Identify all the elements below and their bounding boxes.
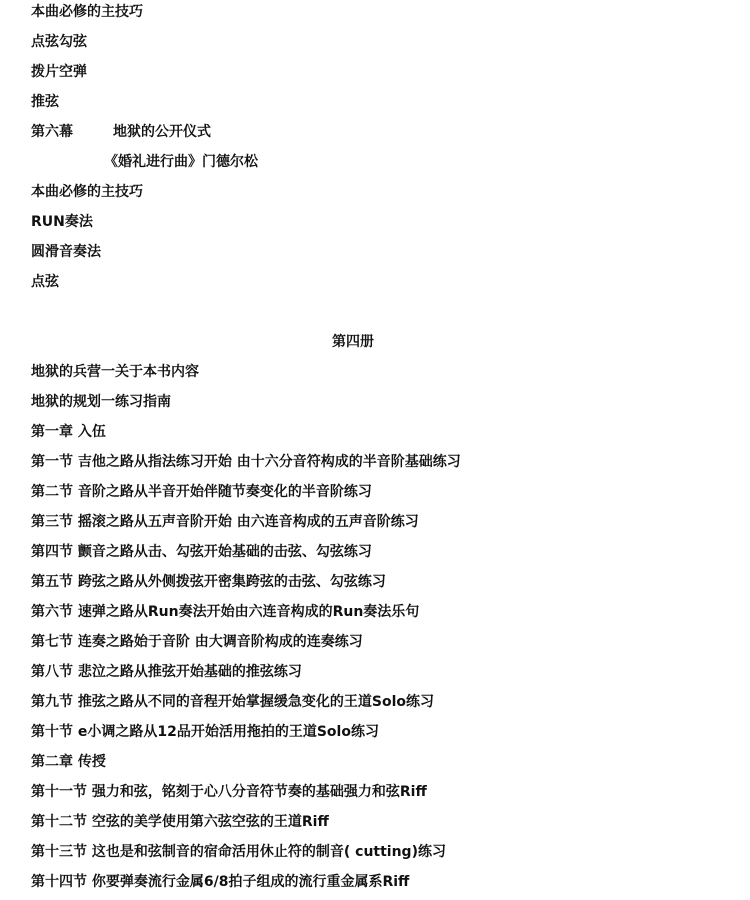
toc-entry: 第八节 悲泣之路从推弦开始基础的推弦练习 xyxy=(31,664,302,680)
act-label: 第六幕 xyxy=(31,124,73,140)
toc-entry: 第四节 颤音之路从击、勾弦开始基础的击弦、勾弦练习 xyxy=(31,544,372,560)
toc-entry: 地狱的兵营一关于本书内容 xyxy=(31,364,199,380)
chapter-heading: 第二章 传授 xyxy=(31,754,106,770)
toc-entry: 第六节 速弹之路从Run奏法开始由六连音构成的Run奏法乐句 xyxy=(31,604,420,620)
toc-entry: 第十四节 你要弹奏流行金属6/8拍子组成的流行重金属系Riff xyxy=(31,874,410,890)
toc-entry: 第一节 吉他之路从指法练习开始 由十六分音符构成的半音阶基础练习 xyxy=(31,454,461,470)
volume-title: 第四册 xyxy=(332,334,374,350)
skills-heading: 本曲必修的主技巧 xyxy=(31,4,143,20)
skill-item: 点弦勾弦 xyxy=(31,34,87,50)
toc-entry: 第九节 推弦之路从不同的音程开始掌握缓急变化的王道Solo练习 xyxy=(31,694,434,710)
toc-entry: 第五节 跨弦之路从外侧拨弦开密集跨弦的击弦、勾弦练习 xyxy=(31,574,386,590)
skill-item: RUN奏法 xyxy=(31,214,93,230)
toc-entry: 第十一节 强力和弦，铭刻于心八分音符节奏的基础强力和弦Riff xyxy=(31,784,427,800)
act-title: 地狱的公开仪式 xyxy=(113,124,211,140)
act-heading xyxy=(31,122,211,142)
chapter-heading: 第一章 入伍 xyxy=(31,424,106,440)
skill-item: 推弦 xyxy=(31,94,59,110)
toc-entry: 第七节 连奏之路始于音阶 由大调音阶构成的连奏练习 xyxy=(31,634,363,650)
toc-entry: 第十节 e小调之路从12品开始活用拖拍的王道Solo练习 xyxy=(31,724,379,740)
toc-entry: 第三节 摇滚之路从五声音阶开始 由六连音构成的五声音阶练习 xyxy=(31,514,419,530)
toc-entry: 第二节 音阶之路从半音开始伴随节奏变化的半音阶练习 xyxy=(31,484,372,500)
toc-entry: 第十三节 这也是和弦制音的宿命活用休止符的制音( cutting)练习 xyxy=(31,844,446,860)
skill-item: 拨片空弹 xyxy=(31,64,87,80)
skill-item: 点弦 xyxy=(31,274,59,290)
song-title: 《婚礼进行曲》门德尔松 xyxy=(104,154,258,170)
toc-entry: 地狱的规划一练习指南 xyxy=(31,394,171,410)
toc-entry: 第十二节 空弦的美学使用第六弦空弦的王道Riff xyxy=(31,814,329,830)
skill-item: 圆滑音奏法 xyxy=(31,244,101,260)
skills-heading: 本曲必修的主技巧 xyxy=(31,184,143,200)
